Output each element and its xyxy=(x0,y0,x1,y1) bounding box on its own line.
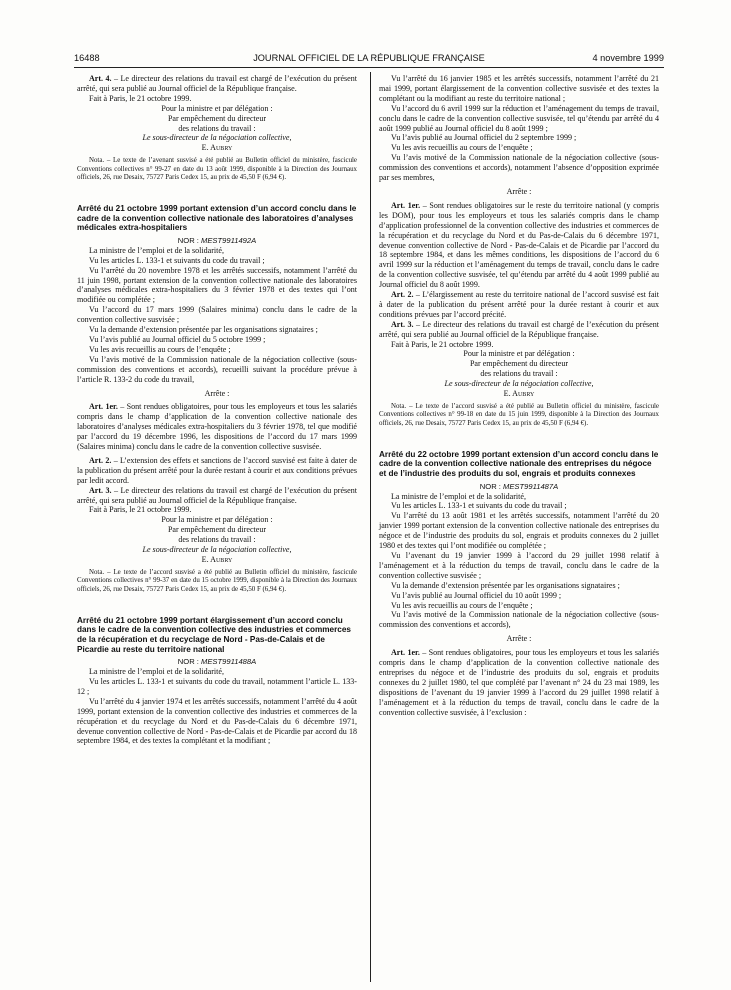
signature-block: Pour la ministre et par délégation : Par empêchement du directeur des relations du travail : Le sous-directeur de la négociation collective, E. Aubry xyxy=(77,515,357,565)
signatory-name: E. Aubry xyxy=(201,143,233,153)
left-column: Art. 4. – Le directeur des relations du travail est chargé de l’exécution du présent arrêté, qui sera publié au Journal officiel de la République française. Fait à Paris, le 21 octobre 1999. Pour la ministre et par délégation : Par empêchement du directeur des relations du travail : Le sous-directeur de la négociation collective, E. Aubry Nota. – Le texte de l’avenant susvisé a été publié au Bulletin officiel du ministère, fascicule Conventions collectives n° 99-27 en date du 13 août 1999, disponible à la Direction des Journaux officiels, 26, rue Desaix, 75727 Paris Cedex 15, au prix de 45,50 F (6,94 €). Arrêté du 21 octobre 1999 portant extension d’un accord conclu dans le cadre de la convention collective nationale des laboratoires d’analyses médicales extra-hospitaliers NOR : MEST9911492A La ministre de l’emploi et de la solidarité, Vu les articles L. 133-1 et suivants du code du travail ; Vu l’arrêté du 20 novembre 1978 et les arrêtés successifs, notamment l’arrêté du 11 juin 1998, portant extension de la convention collective nationale des laboratoires d’analyses médicales extra-hospitaliers du 3 février 1978 et des textes qui l’ont modifiée ou complétée ; Vu l’accord du 17 mars 1999 (Salaires minima) conclu dans le cadre de la convention collective susvisée ; Vu la demande d’extension présentée par les organisations signataires ; Vu l’avis publié au Journal officiel du 5 octobre 1999 ; Vu les avis recueillis au cours de l’enquête ; Vu l’avis motivé de la Commission nationale de la négociation collective (sous-commission des conventions et accords), recueilli suivant la procédure prévue à l’article R. 133-2 du code du travail, Arrête : Art. 1er. – Sont rendues obligatoires, pour tous les employeurs et tous les salariés compris dans le champ d’application de la convention collective nationale des laboratoires d’analyses médicales extra-hospitaliers du 3 février 1978, tel que modifié par l’accord du 19 décembre 1996, les dispositions de l’accord du 17 mars 1999 (Salaires minima) conclu dans le cadre de la convention collective susvisée. Art. 2. – L’extension des effets et sanctions de l’accord susvisé est faite à dater de la publication du présent arrêté pour la durée restant à courir et aux conditions prévues par ledit accord. Art. 3. – Le directeur des relations du travail est chargé de l’exécution du présent arrêté, qui sera publié au Journal officiel de la République française. Fait à Paris, le 21 octobre 1999. Pour la ministre et par délégation : Par empêchement du directeur des relations du travail : Le sous-directeur de la négociation collective, E. Aubry Nota. – Le texte de l’accord susvisé a été publié au Bulletin officiel du ministère, fascicule Conventions collectives n° 99-37 en date du 15 octobre 1999, disponible à la Direction des Journaux officiels, 26, rue Desaix, 75727 Paris Cedex 15, au prix de 45,50 F (6,94 €). Arrêté du 21 octobre 1999 portant élargissement d’un accord conclu dans le cadre de la convention collective des industries et commerces de la récupération et du recyclage de Nord - Pas-de-Calais et de Picardie au reste du territoire national NOR : MEST9911488A La ministre de l’emploi et de la solidarité, Vu les articles L. 133-1 et suivants du code du travail, notamment l’article L. 133-12 ; Vu l’arrêté du 4 janvier 1974 et les arrêtés successifs, notamment l’arrêté du 4 août 1999, portant extension de la convention collective des industries et commerces de la récupération et du recyclage du Nord et du Pas-de-Calais du 6 décembre 1971, devenue convention collective de Nord - Pas-de-Calais et de Picardie par accord du 18 septembre 1984, et des textes la complétant et la modifiant ; xyxy=(77,74,358,746)
article-2: Art. 2. – L’élargissement au reste du territoire national de l’accord susvisé est fait à dater de la publication du présent arrêté pour la durée restant à courir et aux conditions prévues par l’accord précité. xyxy=(379,290,659,319)
nor-reference: NOR : MEST9911487A xyxy=(479,481,559,491)
arrete-title: Arrêté du 21 octobre 1999 portant extension d’un accord conclu dans le cadre de la convention collective nationale des laboratoires d’analyses médicales extra-hospitaliers xyxy=(77,204,357,233)
article-3: Art. 3. – Le directeur des relations du travail est chargé de l’exécution du présent arrêté, qui sera publié au Journal officiel de la République française. xyxy=(77,485,357,505)
journal-title: JOURNAL OFFICIEL DE LA RÉPUBLIQUE FRANÇAISE xyxy=(253,53,485,63)
nor-reference: NOR : MEST9911492A xyxy=(177,235,257,245)
right-column: Vu l’arrêté du 16 janvier 1985 et les arrêtés successifs, notamment l’arrêté du 21 mai 1999, portant élargissement de la convention collective susvisée et des textes la complétant ou la modifiant au reste du territoire national ; Vu l’accord du 6 avril 1999 sur la réduction et l’aménagement du temps de travail, conclu dans le cadre de la convention collective susvisée, tel qu’étendu par arrêté du 4 août 1999 publié au Journal officiel du 8 août 1999 ; Vu l’avis publié au Journal officiel du 2 septembre 1999 ; Vu les avis recueillis au cours de l’enquête ; Vu l’avis motivé de la Commission nationale de la négociation collective (sous-commission des conventions et accords), notamment l’absence d’opposition exprimée par ses membres, Arrête : Art. 1er. – Sont rendues obligatoires sur le reste du territoire national (y compris les DOM), pour tous les employeurs et tous les salariés compris dans le champ d’application professionnel de la convention collective des industries et commerces de la récupération et du recyclage du Nord et du Pas-de-Calais du 6 décembre 1971, devenue convention collective de Nord - Pas-de-Calais et de Picardie par l’accord du 18 septembre 1984, et dans les mêmes conditions, les dispositions de l’accord du 6 avril 1999 sur la réduction et l’aménagement du temps de travail, conclu dans le cadre de la convention collective susvisée, tel qu’étendu par arrêté du 4 août 1999 publié au Journal officiel du 8 août 1999. Art. 2. – L’élargissement au reste du territoire national de l’accord susvisé est fait à dater de la publication du présent arrêté pour la durée restant à courir et aux conditions prévues par l’accord précité. Art. 3. – Le directeur des relations du travail est chargé de l’exécution du présent arrêté, qui sera publié au Journal officiel de la République française. Fait à Paris, le 21 octobre 1999. Pour la ministre et par délégation : Par empêchement du directeur des relations du travail : Le sous-directeur de la négociation collective, E. Aubry Nota. – Le texte de l’accord susvisé a été publié au Bulletin officiel du ministère, fascicule Conventions collectives n° 99-18 en date du 15 juin 1999, disponible à la Direction des Journaux officiels, 26, rue Desaix, 75727 Paris Cedex 15, au prix de 45,50 F (6,94 €). Arrêté du 22 octobre 1999 portant extension d’un accord conclu dans le cadre de la convention collective nationale des entreprises du négoce et de l’industrie des produits du sol, engrais et produits connexes NOR : MEST9911487A La ministre de l’emploi et de la solidarité, Vu les articles L. 133-1 et suivants du code du travail ; Vu l’arrêté du 13 août 1981 et les arrêtés successifs, notamment l’arrêté du 20 janvier 1999 portant extension de la convention collective nationale des entreprises du négoce et de l’industrie des produits du sol, engrais et produits connexes du 2 juillet 1980 et des textes qui l’ont modifiée ou complétée ; Vu l’avenant du 19 janvier 1999 à l’accord du 29 juillet 1998 relatif à l’aménagement et à la réduction du temps de travail, conclu dans le cadre de la convention collective susvisée ; Vu la demande d’extension présentée par les organisations signataires ; Vu l’avis publié au Journal officiel du 10 août 1999 ; Vu les avis recueillis au cours de l’enquête ; Vu l’avis motivé de la Commission nationale de la négociation collective (sous-commission des conventions et accords), Arrête : Art. 1er. – Sont rendues obligatoires, pour tous les employeurs et tous les salariés compris dans le champ d’application de la convention collective nationale des entreprises du négoce et de l’industrie des produits du sol, engrais et produits connexes du 2 juillet 1980, tel que complété par l’avenant n° 24 du 23 mai 1989, les dispositions de l’avenant du 19 janvier 1999 à l’accord du 29 juillet 1998 relatif à l’aménagement et à la réduction du temps de travail, conclu dans le cadre de la convention collective susvisée, à l’exclusion : xyxy=(379,74,660,717)
fait-a-paris: Fait à Paris, le 21 octobre 1999. xyxy=(391,339,494,349)
arrete-heading: Arrête : xyxy=(204,388,230,398)
publication-note: Nota. – Le texte de l’avenant susvisé a été publié au Bulletin officiel du ministère, fascicule Conventions collectives n° 99-27 en date du 13 août 1999, disponible à la Direction des Journaux officiels, 26, rue Desaix, 75727 Paris Cedex 15, au prix de 45,50 F (6,94 €). xyxy=(77,157,357,181)
nor-reference: NOR : MEST9911488A xyxy=(177,657,257,667)
article-1: Art. 1er. – Sont rendues obligatoires sur le reste du territoire national (y compris les DOM), pour tous les employeurs et tous les salariés compris dans le champ d’application professionnel de la convention collective des industries et commerces de la récupération et du recyclage du Nord et du Pas-de-Calais du 6 décembre 1971, devenue convention collective de Nord - Pas-de-Calais et de Picardie par l’accord du 18 septembre 1984, et dans les mêmes conditions, les dispositions de l’accord du 6 avril 1999 sur la réduction et l’aménagement du temps de travail, conclu dans le cadre de la convention collective susvisée, tel qu’étendu par arrêté du 4 août 1999 publié au Journal officiel du 8 août 1999. xyxy=(379,200,659,290)
issue-date: 4 novembre 1999 xyxy=(592,53,664,63)
publication-note: Nota. – Le texte de l’accord susvisé a été publié au Bulletin officiel du ministère, fascicule Conventions collectives n° 99-18 en date du 15 juin 1999, disponible à la Direction des Journaux officiels, 26, rue Desaix, 75727 Paris Cedex 15, au prix de 45,50 F (6,94 €). xyxy=(379,403,659,427)
article-4: Art. 4. – Le directeur des relations du travail est chargé de l’exécution du présent arrêté, qui sera publié au Journal officiel de la République française. xyxy=(77,74,357,93)
fait-a-paris: Fait à Paris, le 21 octobre 1999. xyxy=(89,505,192,515)
publication-note: Nota. – Le texte de l’accord susvisé a été publié au Bulletin officiel du ministère, fascicule Conventions collectives n° 99-37 en date du 15 octobre 1999, disponible à la Direction des Journaux officiels, 26, rue Desaix, 75727 Paris Cedex 15, au prix de 45,50 F (6,94 €). xyxy=(77,568,357,593)
arrete-title: Arrêté du 22 octobre 1999 portant extension d’un accord conclu dans le cadre de la convention collective nationale des entreprises du négoce et de l’industrie des produits du sol, engrais et produits connexes xyxy=(379,449,659,479)
signatory-name: E. Aubry xyxy=(201,555,233,565)
signatory-name: E. Aubry xyxy=(503,389,535,399)
signature-block: Pour la ministre et par délégation : Par empêchement du directeur des relations du travail : Le sous-directeur de la négociation collective, E. Aubry xyxy=(379,349,659,399)
article-2: Art. 2. – L’extension des effets et sanctions de l’accord susvisé est faite à dater de la publication du présent arrêté pour la durée restant à courir et aux conditions prévues par ledit accord. xyxy=(77,455,357,485)
signature-block: Pour la ministre et par délégation : Par empêchement du directeur des relations du travail : Le sous-directeur de la négociation collective, E. Aubry xyxy=(77,104,357,154)
fait-a-paris: Fait à Paris, le 21 octobre 1999. xyxy=(89,93,192,103)
page-number: 16488 xyxy=(74,53,100,63)
article-1: Art. 1er. – Sont rendues obligatoires, pour tous les employeurs et tous les salariés compris dans le champ d’application de la convention collective nationale des laboratoires d’analyses médicales extra-hospitaliers du 3 février 1978, tel que modifié par l’accord du 19 décembre 1996, les dispositions de l’accord du 17 mars 1999 (Salaires minima) conclu dans le cadre de la convention collective susvisée. xyxy=(77,402,358,452)
article-1: Art. 1er. – Sont rendues obligatoires, pour tous les employeurs et tous les salariés compris dans le champ d’application de la convention collective nationale des entreprises du négoce et de l’industrie des produits du sol, engrais et produits connexes du 2 juillet 1980, tel que complété par l’avenant n° 24 du 23 mai 1989, les dispositions de l’avenant du 19 janvier 1999 à l’accord du 29 juillet 1998 relatif à l’aménagement et à la réduction du temps de travail, conclu dans le cadre de la convention collective susvisée, à l’exclusion : xyxy=(379,648,660,717)
header-rule xyxy=(74,67,664,68)
arrete-heading: Arrête : xyxy=(506,634,532,644)
article-3: Art. 3. – Le directeur des relations du travail est chargé de l’exécution du présent arrêté, qui sera publié au Journal officiel de la République française. xyxy=(379,319,659,339)
arrete-heading: Arrête : xyxy=(506,186,532,196)
page-header xyxy=(74,52,664,66)
arrete-title: Arrêté du 21 octobre 1999 portant élargissement d’un accord conclu dans le cadre de la convention collective des industries et commerces de la récupération et du recyclage de Nord - Pas-de-Calais et de Picardie au reste du territoire national xyxy=(77,615,351,654)
column-separator xyxy=(370,72,371,982)
